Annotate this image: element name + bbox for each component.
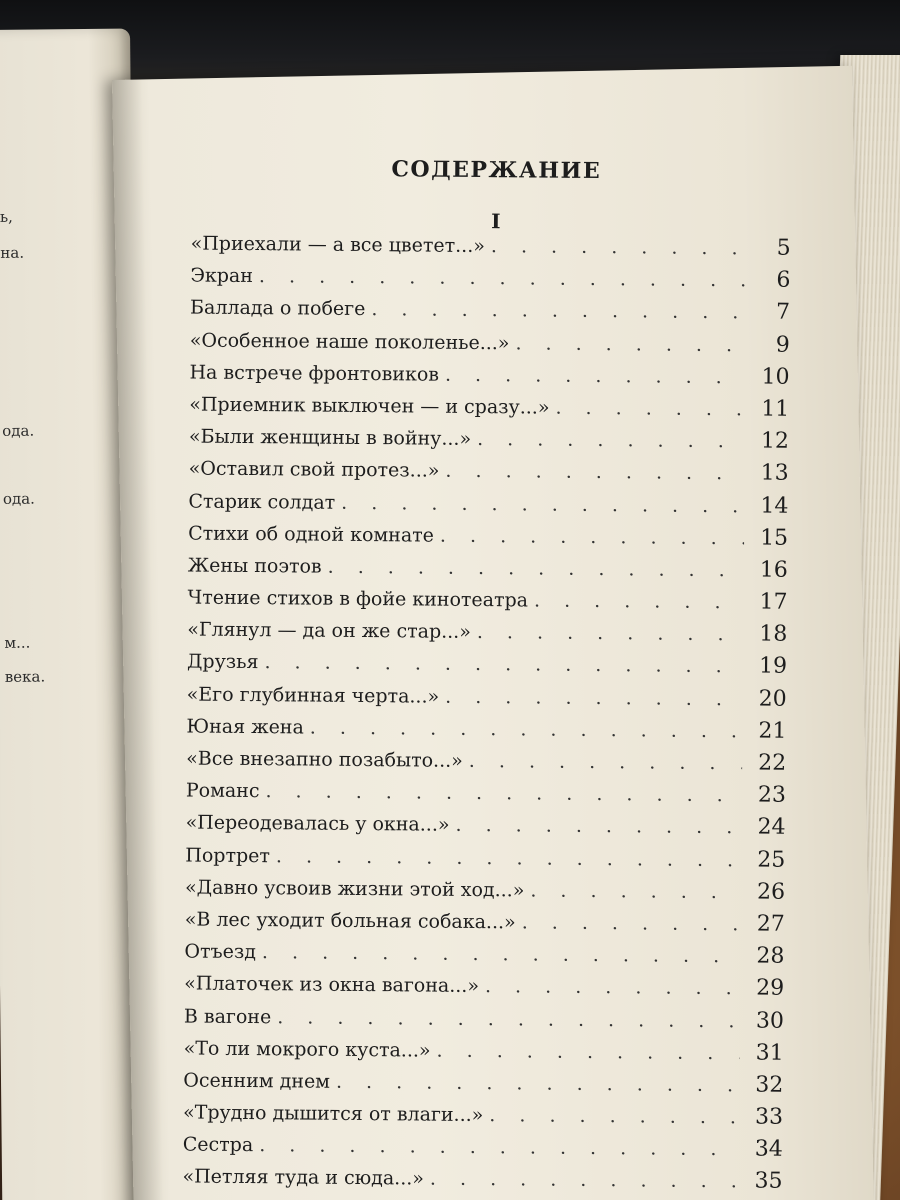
toc-page-number: 9 bbox=[775, 332, 790, 358]
toc-row bbox=[188, 490, 788, 527]
leader-dots bbox=[555, 399, 745, 420]
toc-page-number: 15 bbox=[760, 525, 789, 551]
toc-page-number: 24 bbox=[757, 814, 786, 841]
toc-row bbox=[189, 458, 789, 495]
toc-row bbox=[190, 265, 790, 302]
toc-row bbox=[187, 587, 787, 624]
leader-dots bbox=[477, 430, 745, 451]
left-page-fragment: века. bbox=[4, 667, 46, 686]
toc-entry-title: «Его глубинная черта...» bbox=[186, 683, 440, 708]
toc-entry-title: На встрече фронтовиков bbox=[189, 361, 440, 386]
toc-row bbox=[182, 1166, 782, 1200]
left-page-fragment: ода. bbox=[2, 489, 35, 508]
leader-dots bbox=[259, 267, 747, 290]
left-page-fragment: ь, bbox=[0, 207, 13, 226]
toc-page-number: 20 bbox=[758, 686, 787, 712]
leader-dots bbox=[477, 623, 744, 644]
toc-page-number: 13 bbox=[760, 460, 789, 487]
toc-title: СОДЕРЖАНИЕ bbox=[391, 156, 602, 185]
leader-dots bbox=[276, 847, 742, 870]
toc-entry-title: Осенним днем bbox=[183, 1069, 331, 1093]
toc-entry-title: «Особенное наше поколенье...» bbox=[189, 329, 510, 354]
toc-list bbox=[182, 232, 790, 1200]
toc-page-number: 34 bbox=[754, 1136, 783, 1162]
toc-entry-title: «Петляя туда и сюда...» bbox=[182, 1165, 425, 1190]
leader-dots bbox=[430, 1170, 739, 1192]
toc-row bbox=[187, 683, 787, 720]
toc-row bbox=[185, 876, 785, 913]
toc-page-number: 26 bbox=[756, 879, 786, 905]
toc-row bbox=[185, 908, 785, 945]
toc-entry-title: Сестра bbox=[182, 1133, 254, 1157]
toc-entry-title: «Были женщины в войну...» bbox=[188, 425, 472, 451]
leader-dots bbox=[440, 526, 744, 548]
toc-page-number: 27 bbox=[756, 911, 785, 937]
toc-row bbox=[183, 1134, 783, 1171]
toc-row bbox=[188, 522, 788, 559]
toc-page-number: 23 bbox=[757, 782, 786, 808]
toc-page-number: 35 bbox=[754, 1168, 783, 1195]
leader-dots bbox=[522, 913, 741, 934]
toc-page-number: 17 bbox=[759, 589, 788, 615]
toc-page-number: 14 bbox=[760, 492, 789, 519]
toc-entry-title: «Переодевалась у окна...» bbox=[185, 811, 450, 837]
toc-entry-title: Портрет bbox=[185, 844, 271, 867]
leader-dots bbox=[262, 943, 741, 966]
toc-entry-title: Баллада о побеге bbox=[190, 296, 366, 321]
toc-entry-title: «Все внезапно позабыто...» bbox=[186, 747, 463, 772]
toc-page-number: 28 bbox=[756, 943, 785, 969]
leader-dots bbox=[534, 592, 744, 613]
toc-page-number: 18 bbox=[759, 621, 788, 647]
toc-page-number: 7 bbox=[775, 299, 791, 326]
leader-dots bbox=[445, 687, 743, 709]
leader-dots bbox=[445, 462, 744, 484]
leader-dots bbox=[328, 558, 744, 581]
toc-page-number: 30 bbox=[755, 1007, 785, 1034]
toc-entry-title: В вагоне bbox=[183, 1004, 272, 1028]
toc-entry-title: «Давно усвоив жизни этой ход...» bbox=[184, 876, 525, 902]
toc-entry-title: «В лес уходит больная собака...» bbox=[184, 908, 516, 934]
toc-row bbox=[190, 297, 790, 334]
toc-page-number: 29 bbox=[756, 975, 785, 1002]
leader-dots bbox=[310, 718, 743, 741]
toc-page-number: 25 bbox=[757, 847, 786, 873]
leader-dots bbox=[437, 1041, 740, 1063]
toc-row bbox=[190, 232, 790, 269]
toc-row bbox=[185, 812, 785, 849]
leader-dots bbox=[336, 1073, 739, 1096]
toc-entry-title: Друзья bbox=[186, 650, 259, 674]
toc-entry-title: Романс bbox=[185, 779, 260, 803]
toc-row bbox=[187, 651, 787, 688]
toc-entry-title: Экран bbox=[190, 264, 254, 288]
toc-page-number: 19 bbox=[758, 653, 788, 680]
toc-row bbox=[183, 1102, 783, 1139]
toc-entry-title: Стихи об одной комнате bbox=[188, 522, 435, 547]
toc-row bbox=[186, 715, 786, 752]
leader-dots bbox=[259, 1136, 739, 1159]
toc-page-number: 6 bbox=[776, 267, 791, 293]
toc-row bbox=[188, 554, 788, 591]
toc-entry-title: Юная жена bbox=[186, 715, 304, 739]
toc-entry-title: «Приемник выключен — и сразу...» bbox=[189, 393, 550, 419]
toc-row bbox=[184, 973, 784, 1010]
section-number: I bbox=[491, 209, 501, 234]
toc-row bbox=[189, 361, 789, 398]
toc-entry-title: «Глянул — да он же стар...» bbox=[187, 618, 471, 644]
toc-page-number: 5 bbox=[776, 235, 791, 261]
toc-entry-title: «Оставил свой протез...» bbox=[188, 457, 440, 482]
leader-dots bbox=[277, 1008, 740, 1031]
right-page bbox=[112, 66, 874, 1200]
toc-entry-title: «То ли мокрого куста...» bbox=[183, 1037, 431, 1062]
leader-dots bbox=[341, 493, 744, 516]
toc-page-number: 33 bbox=[754, 1104, 784, 1130]
toc-row bbox=[184, 1005, 784, 1042]
toc-entry-title: «Приехали — а все цветет...» bbox=[190, 232, 486, 258]
leader-dots bbox=[469, 752, 742, 773]
leader-dots bbox=[485, 977, 740, 998]
toc-row bbox=[185, 844, 785, 881]
toc-row bbox=[186, 747, 786, 784]
left-page-fragment: м... bbox=[4, 633, 31, 652]
leader-dots bbox=[264, 654, 743, 677]
leader-dots bbox=[515, 334, 745, 355]
leader-dots bbox=[455, 816, 741, 837]
toc-entry-title: Отъезд bbox=[184, 940, 257, 964]
toc-row bbox=[187, 619, 787, 656]
leader-dots bbox=[371, 300, 746, 322]
table-of-contents bbox=[182, 154, 791, 1200]
leader-dots bbox=[445, 365, 746, 387]
toc-page-number: 11 bbox=[761, 396, 790, 422]
toc-row bbox=[183, 1037, 783, 1074]
toc-entry-title: Чтение стихов в фойе кинотеатра bbox=[187, 586, 529, 612]
toc-page-number: 31 bbox=[755, 1040, 784, 1066]
toc-page-number: 16 bbox=[759, 557, 788, 583]
toc-page-number: 21 bbox=[758, 718, 787, 744]
toc-row bbox=[183, 1069, 783, 1106]
toc-page-number: 12 bbox=[760, 428, 790, 454]
left-page-fragment: на. bbox=[0, 243, 25, 262]
toc-row bbox=[186, 780, 786, 817]
toc-page-number: 22 bbox=[758, 750, 787, 776]
toc-entry-title: «Трудно дышится от влаги...» bbox=[182, 1101, 484, 1127]
leader-dots bbox=[530, 881, 741, 902]
leader-dots bbox=[265, 782, 742, 805]
leader-dots bbox=[491, 237, 747, 258]
left-page-fragment: ода. bbox=[2, 421, 35, 440]
toc-row bbox=[189, 426, 789, 463]
toc-entry-title: «Платочек из окна вагона...» bbox=[184, 972, 480, 998]
toc-entry-title: Старик солдат bbox=[188, 489, 336, 514]
toc-entry-title: Жены поэтов bbox=[187, 554, 322, 578]
toc-page-number: 10 bbox=[761, 364, 790, 390]
leader-dots bbox=[489, 1106, 739, 1127]
toc-row bbox=[190, 329, 790, 366]
toc-row bbox=[189, 393, 789, 430]
toc-row bbox=[184, 941, 784, 978]
toc-page-number: 32 bbox=[755, 1072, 784, 1098]
